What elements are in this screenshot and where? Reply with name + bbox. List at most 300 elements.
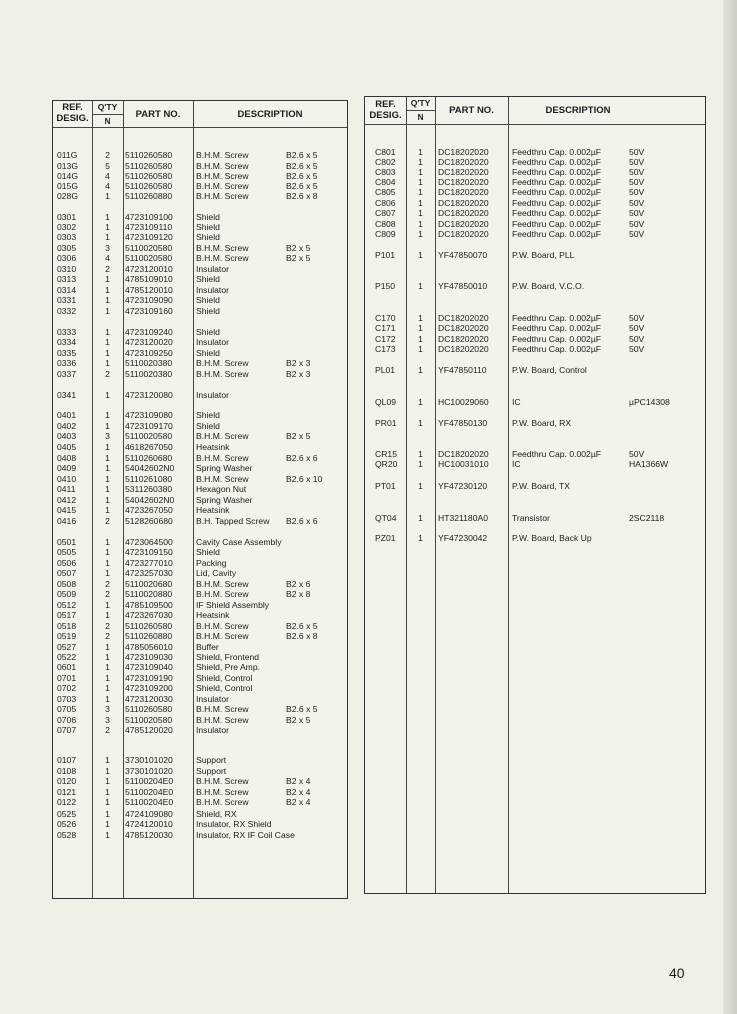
- table-row: [53, 610, 347, 620]
- part-no-cell: DC18202020: [438, 167, 489, 177]
- ref-desig-cell: 0107: [57, 755, 77, 765]
- qty-cell: 1: [105, 212, 110, 222]
- table-row: [53, 212, 347, 222]
- description-cell: Feedthru Cap. 0.002µF: [512, 187, 602, 197]
- table-row: [365, 334, 705, 344]
- description-cell: Shield: [196, 212, 220, 222]
- ref-desig-cell: 0509: [57, 589, 77, 599]
- description-cell: Buffer: [196, 642, 219, 652]
- ref-desig-cell: C807: [375, 208, 396, 218]
- description-cell: B.H.M. Screw: [196, 181, 249, 191]
- description-cell: Shield: [196, 232, 220, 242]
- qty-cell: 1: [105, 306, 110, 316]
- qty-cell: 2: [105, 516, 110, 526]
- spec-cell: B2.6 x 6: [286, 453, 318, 463]
- qty-cell: 1: [418, 177, 423, 187]
- qty-cell: 1: [418, 365, 423, 375]
- ref-desig-cell: C803: [375, 167, 396, 177]
- ref-desig-cell: 0334: [57, 337, 77, 347]
- qty-cell: 1: [105, 673, 110, 683]
- table-row: [53, 809, 347, 819]
- description-cell: B.H.M. Screw: [196, 631, 249, 641]
- spec-cell: 2SC2118: [629, 513, 665, 523]
- table-row: [53, 150, 347, 160]
- description-cell: Insulator: [196, 390, 229, 400]
- qty-cell: 1: [418, 157, 423, 167]
- part-no-cell: 51100204E0: [125, 787, 174, 797]
- part-no-cell: DC18202020: [438, 219, 489, 229]
- ref-desig-cell: 0528: [57, 830, 77, 840]
- part-no-cell: DC18202020: [438, 313, 489, 323]
- ref-desig-cell: 0522: [57, 652, 77, 662]
- description-cell: B.H.M. Screw: [196, 369, 249, 379]
- qty-cell: 1: [105, 348, 110, 358]
- part-no-cell: YF47850110: [438, 365, 487, 375]
- qty-cell: 1: [418, 167, 423, 177]
- ref-desig-cell: 0501: [57, 537, 77, 547]
- part-no-cell: 4723109190: [125, 673, 173, 683]
- table-row: [53, 568, 347, 578]
- ref-desig-cell: 013G: [57, 161, 79, 171]
- description-cell: Feedthru Cap. 0.002µF: [512, 323, 602, 333]
- ref-desig-cell: 0411: [57, 484, 76, 494]
- description-cell: Packing: [196, 558, 227, 568]
- qty-cell: 1: [418, 187, 423, 197]
- qty-cell: 1: [105, 776, 110, 786]
- table-row: [365, 365, 705, 375]
- spec-cell: B2.6 x 5: [286, 181, 318, 191]
- table-row: [53, 232, 347, 242]
- part-no-cell: YF47850130: [438, 418, 488, 428]
- n-header: N: [104, 117, 111, 126]
- description-cell: Insulator: [196, 285, 229, 295]
- part-no-cell: HC10031010: [438, 459, 489, 469]
- description-cell: Shield: [196, 306, 220, 316]
- part-no-cell: 5110020380: [125, 358, 173, 368]
- qty-cell: 1: [105, 755, 110, 765]
- qty-cell: 2: [105, 631, 110, 641]
- description-cell: Shield: [196, 547, 220, 557]
- spec-cell: B2 x 4: [286, 776, 311, 786]
- part-no-header: PART NO.: [449, 105, 494, 116]
- description-cell: Feedthru Cap. 0.002µF: [512, 229, 602, 239]
- ref-desig-cell: 0526: [57, 819, 77, 829]
- spec-cell: 50V: [629, 323, 645, 333]
- part-no-cell: 4785056010: [125, 642, 173, 652]
- table-row: [365, 513, 705, 523]
- description-cell: P.W. Board, Control: [512, 365, 587, 375]
- table-row: [365, 187, 705, 197]
- part-no-cell: 54042602N0: [125, 463, 175, 473]
- ref-desig-cell: 0306: [57, 253, 77, 263]
- ref-desig-cell: C808: [375, 219, 396, 229]
- description-cell: Insulator: [196, 725, 229, 735]
- table-row: [365, 208, 705, 218]
- description-cell: B.H.M. Screw: [196, 171, 249, 181]
- qty-cell: 1: [105, 694, 110, 704]
- ref-desig-cell: 0409: [57, 463, 77, 473]
- qty-cell: 1: [105, 568, 110, 578]
- description-cell: Hexagon Nut: [196, 484, 247, 494]
- qty-cell: 2: [105, 725, 110, 735]
- ref-desig-cell: 0408: [57, 453, 77, 463]
- description-cell: Heatsink: [196, 505, 230, 515]
- qty-cell: 4: [105, 181, 110, 191]
- ref-desig-cell: C171: [375, 323, 396, 333]
- qty-cell: 1: [105, 766, 110, 776]
- description-cell: Feedthru Cap. 0.002µF: [512, 147, 602, 157]
- description-cell: B.H.M. Screw: [196, 704, 249, 714]
- ref-desig-cell: 0702: [57, 683, 77, 693]
- part-no-cell: 5110260580: [125, 181, 173, 191]
- ref-desig-cell: 0410: [57, 474, 77, 484]
- qty-cell: 1: [105, 505, 110, 515]
- part-no-cell: 5110260580: [125, 150, 173, 160]
- qty-cell: 1: [105, 191, 110, 201]
- description-cell: Lid, Cavity: [196, 568, 237, 578]
- table-row: [53, 495, 347, 505]
- description-cell: Insulator: [196, 694, 229, 704]
- ref-desig-cell: C170: [375, 313, 396, 323]
- qty-cell: 1: [105, 600, 110, 610]
- ref-desig-cell: 0505: [57, 547, 77, 557]
- qty-cell: 1: [105, 662, 110, 672]
- description-cell: Insulator: [196, 264, 229, 274]
- description-cell: Shield, Pre Amp.: [196, 662, 261, 672]
- part-no-cell: YF47230120: [438, 481, 488, 491]
- ref-desig-cell: 0301: [57, 212, 77, 222]
- table-row: [365, 481, 705, 491]
- spec-cell: 50V: [629, 198, 645, 208]
- table-row: [53, 161, 347, 171]
- ref-desig-cell: 0335: [57, 348, 77, 358]
- spec-cell: 50V: [629, 167, 645, 177]
- qty-cell: 2: [105, 579, 110, 589]
- description-cell: IC: [512, 459, 521, 469]
- table-row: [53, 327, 347, 337]
- qty-cell: 1: [105, 830, 110, 840]
- description-cell: Insulator, RX Shield: [196, 819, 272, 829]
- qty-cell: 3: [105, 243, 110, 253]
- description-cell: Spring Washer: [196, 463, 253, 473]
- qty-cell: 3: [105, 431, 110, 441]
- spec-cell: 50V: [629, 313, 645, 323]
- part-no-cell: 5110260880: [125, 631, 173, 641]
- table-row: [53, 766, 347, 776]
- table-row: [53, 537, 347, 547]
- table-row: [53, 558, 347, 568]
- part-no-cell: 4724109080: [125, 809, 173, 819]
- part-no-cell: 54042602N0: [125, 495, 175, 505]
- part-no-cell: 4723109240: [125, 327, 173, 337]
- qty-cell: 1: [105, 327, 110, 337]
- qty-cell: 1: [105, 285, 110, 295]
- table-row: [53, 453, 347, 463]
- description-cell: Transistor: [512, 513, 550, 523]
- spec-cell: B2 x 6: [286, 579, 311, 589]
- qty-cell: 5: [105, 161, 110, 171]
- qty-cell: 1: [418, 198, 423, 208]
- spec-cell: B2 x 3: [286, 369, 311, 379]
- description-cell: Shield, RX: [196, 809, 237, 819]
- spec-cell: 50V: [629, 208, 645, 218]
- qty-cell: 2: [105, 621, 110, 631]
- spec-cell: 50V: [629, 219, 645, 229]
- spec-cell: B2 x 8: [286, 589, 311, 599]
- qty-cell: 2: [105, 369, 110, 379]
- part-no-cell: 4723109090: [125, 295, 173, 305]
- description-cell: Shield, Control: [196, 673, 253, 683]
- description-cell: Shield: [196, 410, 220, 420]
- ref-desig-cell: C802: [375, 157, 396, 167]
- qty-cell: 1: [418, 313, 423, 323]
- table-row: [53, 579, 347, 589]
- qty-cell: 1: [105, 819, 110, 829]
- qty-cell: 1: [418, 281, 423, 291]
- ref-desig-cell: 0314: [57, 285, 77, 295]
- qty-cell: 1: [418, 481, 423, 491]
- ref-desig-cell: 0507: [57, 568, 77, 578]
- table-row: [365, 219, 705, 229]
- table-row: [53, 683, 347, 693]
- table-row: [53, 797, 347, 807]
- ref-desig-cell: C809: [375, 229, 396, 239]
- table-row: [53, 621, 347, 631]
- table-row: [53, 410, 347, 420]
- part-no-cell: DC18202020: [438, 344, 489, 354]
- part-no-cell: 51100204E0: [125, 797, 174, 807]
- table-row: [53, 191, 347, 201]
- table-row: [53, 181, 347, 191]
- table-row: [365, 344, 705, 354]
- qty-cell: 1: [418, 219, 423, 229]
- part-no-cell: 4723109150: [125, 547, 173, 557]
- qty-header: Q'TY: [410, 98, 431, 108]
- description-cell: B.H.M. Screw: [196, 715, 249, 725]
- ref-desig-header: REF. DESIG.: [56, 102, 89, 124]
- description-cell: IF Shield Assembly: [196, 600, 270, 610]
- part-no-cell: 4723257030: [125, 568, 173, 578]
- ref-desig-cell: 0416: [57, 516, 77, 526]
- table-row: [365, 533, 705, 543]
- n-header: N: [417, 113, 424, 122]
- part-no-cell: 4723120080: [125, 390, 173, 400]
- ref-desig-cell: 0331: [57, 295, 77, 305]
- description-cell: Shield: [196, 295, 220, 305]
- ref-desig-cell: C172: [375, 334, 396, 344]
- ref-desig-cell: 0310: [57, 264, 77, 274]
- table-row: [53, 369, 347, 379]
- table-row: [53, 431, 347, 441]
- spec-cell: B2.6 x 5: [286, 161, 318, 171]
- table-row: [53, 725, 347, 735]
- part-no-cell: 5110261080: [125, 474, 173, 484]
- qty-cell: 1: [105, 337, 110, 347]
- description-cell: Feedthru Cap. 0.002µF: [512, 449, 602, 459]
- description-cell: Shield, Frontend: [196, 652, 260, 662]
- part-no-cell: 5110020580: [125, 253, 173, 263]
- qty-cell: 1: [418, 229, 423, 239]
- qty-cell: 1: [418, 513, 423, 523]
- qty-cell: 2: [105, 589, 110, 599]
- ref-desig-cell: P101: [375, 250, 396, 260]
- qty-cell: 1: [418, 397, 423, 407]
- description-cell: Insulator, RX IF Coil Case: [196, 830, 295, 840]
- ref-desig-cell: C804: [375, 177, 396, 187]
- qty-cell: 1: [105, 809, 110, 819]
- table-row: [365, 323, 705, 333]
- ref-desig-cell: 0415: [57, 505, 77, 515]
- description-cell: IC: [512, 397, 521, 407]
- part-no-cell: 4723109200: [125, 683, 173, 693]
- qty-cell: 1: [105, 495, 110, 505]
- ref-desig-cell: 0707: [57, 725, 77, 735]
- qty-cell: 3: [105, 704, 110, 714]
- ref-desig-cell: CR15: [375, 449, 397, 459]
- spec-cell: B2.6 x 6: [286, 516, 318, 526]
- ref-desig-cell: 0706: [57, 715, 77, 725]
- part-no-cell: 5110260680: [125, 453, 173, 463]
- spec-cell: B2 x 5: [286, 243, 311, 253]
- table-row: [365, 167, 705, 177]
- description-cell: B.H.M. Screw: [196, 243, 249, 253]
- table-row: [365, 313, 705, 323]
- qty-cell: 1: [105, 787, 110, 797]
- qty-cell: 1: [418, 418, 423, 428]
- part-no-cell: 4785109500: [125, 600, 173, 610]
- spec-cell: µPC14308: [629, 397, 670, 407]
- qty-cell: 1: [105, 453, 110, 463]
- ref-desig-cell: QR20: [375, 459, 398, 469]
- table-row: [53, 600, 347, 610]
- table-row: [53, 442, 347, 452]
- ref-desig-cell: 0120: [57, 776, 77, 786]
- ref-desig-cell: 0303: [57, 232, 77, 242]
- ref-desig-cell: 015G: [57, 181, 79, 191]
- qty-cell: 1: [105, 558, 110, 568]
- part-no-cell: 4723277010: [125, 558, 173, 568]
- part-no-cell: 5110020580: [125, 243, 173, 253]
- part-no-cell: 5110020880: [125, 589, 173, 599]
- ref-desig-cell: PL01: [375, 365, 396, 375]
- ref-desig-cell: 0405: [57, 442, 77, 452]
- spec-cell: 50V: [629, 449, 645, 459]
- qty-cell: 1: [105, 547, 110, 557]
- ref-desig-cell: 0519: [57, 631, 77, 641]
- ref-desig-cell: 0703: [57, 694, 77, 704]
- table-row: [53, 547, 347, 557]
- table-row: [53, 776, 347, 786]
- description-cell: Feedthru Cap. 0.002µF: [512, 167, 602, 177]
- part-no-cell: DC18202020: [438, 208, 489, 218]
- ref-desig-cell: 0333: [57, 327, 77, 337]
- description-header: DESCRIPTION: [545, 105, 611, 116]
- part-no-cell: 4723120030: [125, 694, 173, 704]
- table-row: [53, 222, 347, 232]
- qty-cell: 1: [418, 334, 423, 344]
- table-row: [365, 177, 705, 187]
- ref-desig-cell: 0517: [57, 610, 77, 620]
- table-row: [53, 171, 347, 181]
- table-row: [53, 421, 347, 431]
- qty-header: Q'TY: [97, 102, 118, 112]
- description-cell: Shield: [196, 348, 220, 358]
- table-row: [365, 250, 705, 260]
- table-row: [365, 229, 705, 239]
- table-row: [53, 463, 347, 473]
- ref-desig-cell: 0341: [57, 390, 77, 400]
- part-no-cell: 4723120020: [125, 337, 173, 347]
- ref-desig-cell: 0121: [57, 787, 77, 797]
- part-no-cell: 4723109040: [125, 662, 173, 672]
- table-row: [365, 449, 705, 459]
- qty-cell: 1: [105, 537, 110, 547]
- spec-cell: B2.6 x 10: [286, 474, 323, 484]
- part-no-cell: 5110020580: [125, 431, 173, 441]
- table-row: [365, 157, 705, 167]
- part-no-cell: 5110020680: [125, 579, 173, 589]
- part-no-cell: HT321180A0: [438, 513, 489, 523]
- table-row: [53, 348, 347, 358]
- part-no-cell: 5128260680: [125, 516, 173, 526]
- table-row: [53, 295, 347, 305]
- ref-desig-cell: 0305: [57, 243, 77, 253]
- part-no-cell: DC18202020: [438, 334, 489, 344]
- description-cell: B.H.M. Screw: [196, 579, 249, 589]
- part-no-cell: 3730101020: [125, 766, 173, 776]
- table-row: [53, 243, 347, 253]
- spec-cell: B2.6 x 5: [286, 150, 318, 160]
- part-no-cell: YF47230042: [438, 533, 488, 543]
- part-no-cell: 5110260580: [125, 161, 173, 171]
- part-no-cell: 4724120010: [125, 819, 173, 829]
- description-cell: B.H.M. Screw: [196, 453, 249, 463]
- part-no-cell: 51100204E0: [125, 776, 174, 786]
- table-row: [53, 715, 347, 725]
- ref-desig-cell: 0302: [57, 222, 77, 232]
- ref-desig-cell: P150: [375, 281, 396, 291]
- part-no-cell: YF47850010: [438, 281, 488, 291]
- spec-cell: B2 x 5: [286, 253, 311, 263]
- table-row: [53, 253, 347, 263]
- ref-desig-cell: 0402: [57, 421, 77, 431]
- description-cell: B.H.M. Screw: [196, 621, 249, 631]
- ref-desig-cell: 0336: [57, 358, 77, 368]
- table-row: [53, 755, 347, 765]
- part-no-cell: DC18202020: [438, 449, 489, 459]
- description-cell: P.W. Board, V.C.O.: [512, 281, 585, 291]
- table-row: [365, 281, 705, 291]
- spec-cell: 50V: [629, 187, 645, 197]
- ref-desig-cell: 0122: [57, 797, 77, 807]
- part-no-cell: 4723109100: [125, 212, 173, 222]
- qty-cell: 3: [105, 715, 110, 725]
- description-cell: B.H.M. Screw: [196, 253, 249, 263]
- description-cell: Feedthru Cap. 0.002µF: [512, 198, 602, 208]
- description-cell: Feedthru Cap. 0.002µF: [512, 334, 602, 344]
- description-cell: Insulator: [196, 337, 229, 347]
- qty-cell: 1: [105, 390, 110, 400]
- table-row: [365, 418, 705, 428]
- qty-cell: 1: [418, 459, 423, 469]
- table-row: [53, 264, 347, 274]
- part-no-cell: 5110020380: [125, 369, 173, 379]
- part-no-cell: 5110260580: [125, 704, 173, 714]
- ref-desig-cell: QT04: [375, 513, 397, 523]
- qty-cell: 1: [105, 442, 110, 452]
- description-cell: P.W. Board, PLL: [512, 250, 575, 260]
- qty-cell: 1: [418, 147, 423, 157]
